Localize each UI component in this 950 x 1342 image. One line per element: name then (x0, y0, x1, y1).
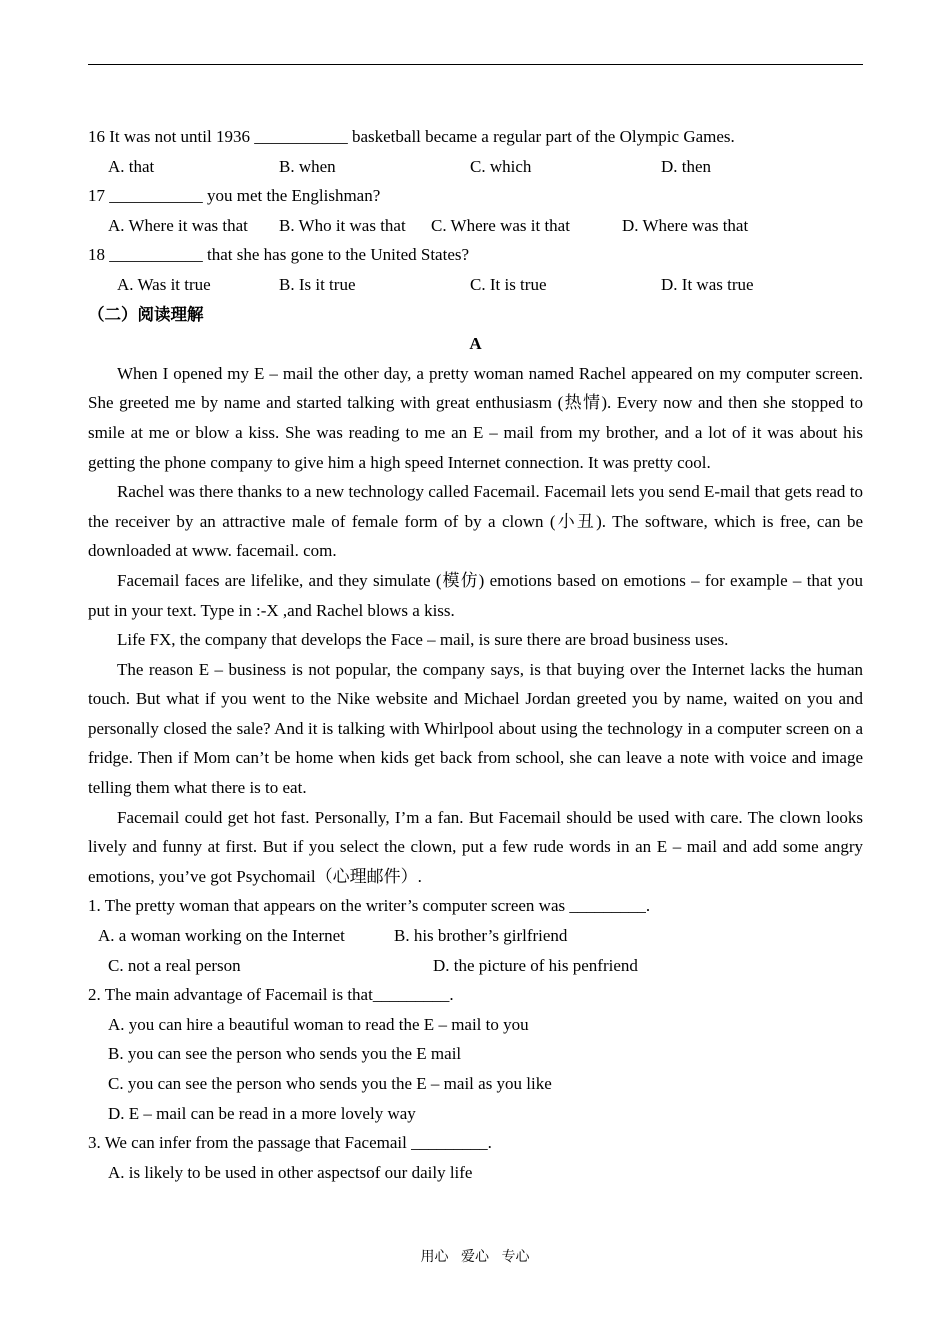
option-b: B. you can see the person who sends you the E mail (108, 1044, 462, 1064)
option-c: C. Where was it that (431, 215, 570, 235)
question-18-options (88, 270, 863, 300)
footer-text: 爱心 (461, 1249, 489, 1265)
option-d: D. then (661, 156, 712, 176)
option-b: B. Is it true (279, 274, 356, 294)
passage-paragraph: The reason E – business is not popular, the company says, is that buying over the Internet lacks the human touch. But what if you went to the Nike website and Michael Jordan greeted you by name, waited on you and personally closed the sale? And it is talking with Whirlpool about using the technology in a computer screen on a fridge. Then if Mom can’t be home when kids get back from school, she can leave a note with voice and image telling them what there is to eat. (88, 659, 863, 798)
option-d: D. Where was that (622, 215, 749, 235)
question-16-stem: 16 It was not until 1936 ___________ basketball became a regular part of the Olympic Games. (88, 127, 735, 146)
option-a: A. Was it true (117, 274, 211, 294)
passage-label: A (469, 334, 482, 354)
question-16-options (88, 152, 863, 182)
option-d: D. E – mail can be read in a more lovely way (108, 1103, 416, 1123)
passage-paragraph: Life FX, the company that develops the Face – mail, is sure there are broad business uses. (117, 630, 729, 650)
reading-question-3-stem: 3. We can infer from the passage that Facemail _________. (88, 1133, 492, 1153)
option-c: C. which (470, 156, 532, 176)
option-c: C. you can see the person who sends you the E – mail as you like (108, 1074, 552, 1093)
option-a: A. a woman working on the Internet (98, 926, 345, 946)
option-c: C. not a real person (108, 955, 241, 975)
option-b: B. his brother’s girlfriend (394, 926, 568, 946)
option-a: A. is likely to be used in other aspectsof our daily life (108, 1162, 473, 1182)
document-body (88, 122, 863, 1187)
option-d: D. It was true (661, 274, 754, 294)
question-18-stem: 18 ___________ that she has gone to the United States? (88, 245, 470, 265)
question-17-stem: 17 ___________ you met the Englishman? (88, 186, 381, 206)
reading-question-2-stem: 2. The main advantage of Facemail is that_________. (88, 985, 454, 1005)
passage-paragraph: When I opened my E – mail the other day, a pretty woman named Rachel appeared on my computer screen. She greeted me by name and started talking with great enthusiasm (热情). Every now and then she stopped to smile at me or blow a kiss. She was reading to me an E – mail from my brother, and a lot of it was about his getting the phone company to give him a high speed Internet connection. It was pretty cool. (88, 363, 863, 472)
passage-paragraph: Rachel was there thanks to a new technology called Facemail. Facemail lets you send E-mail that gets read to the receiver by an attractive male of female form of by a clown (小丑). The software, which is free, can be downloaded at www. facemail. com. (88, 482, 863, 561)
option-c: C. It is true (470, 274, 547, 294)
footer-text: 用心 (420, 1249, 449, 1265)
page-footer (0, 1246, 950, 1266)
reading-question-1-options-row2 (88, 951, 863, 981)
option-b: B. when (279, 156, 336, 176)
option-a: A. you can hire a beautiful woman to read the E – mail to you (108, 1014, 529, 1034)
option-a: A. that (108, 156, 155, 176)
option-b: B. Who it was that (279, 215, 406, 235)
section-title: （二）阅读理解 (88, 304, 204, 324)
footer-text: 专心 (501, 1249, 530, 1265)
option-a: A. Where it was that (108, 215, 248, 235)
question-17-options (88, 211, 863, 241)
reading-question-1-options-row1 (88, 921, 863, 951)
passage-paragraph: Facemail could get hot fast. Personally, I’m a fan. But Facemail should be used with care. The clown looks lively and funny at first. But if you select the clown, put a few rude words in an E – mail and add some angry emotions, you’ve got Psychomail（心理邮件）. (88, 807, 863, 886)
option-d: D. the picture of his penfriend (433, 955, 638, 975)
reading-question-1-stem: 1. The pretty woman that appears on the writer’s computer screen was _________. (88, 896, 651, 916)
passage-paragraph: Facemail faces are lifelike, and they simulate (模仿) emotions based on emotions – for example – that you put in your text. Type in :-X ,and Rachel blows a kiss. (88, 570, 863, 620)
header-rule (88, 64, 863, 65)
